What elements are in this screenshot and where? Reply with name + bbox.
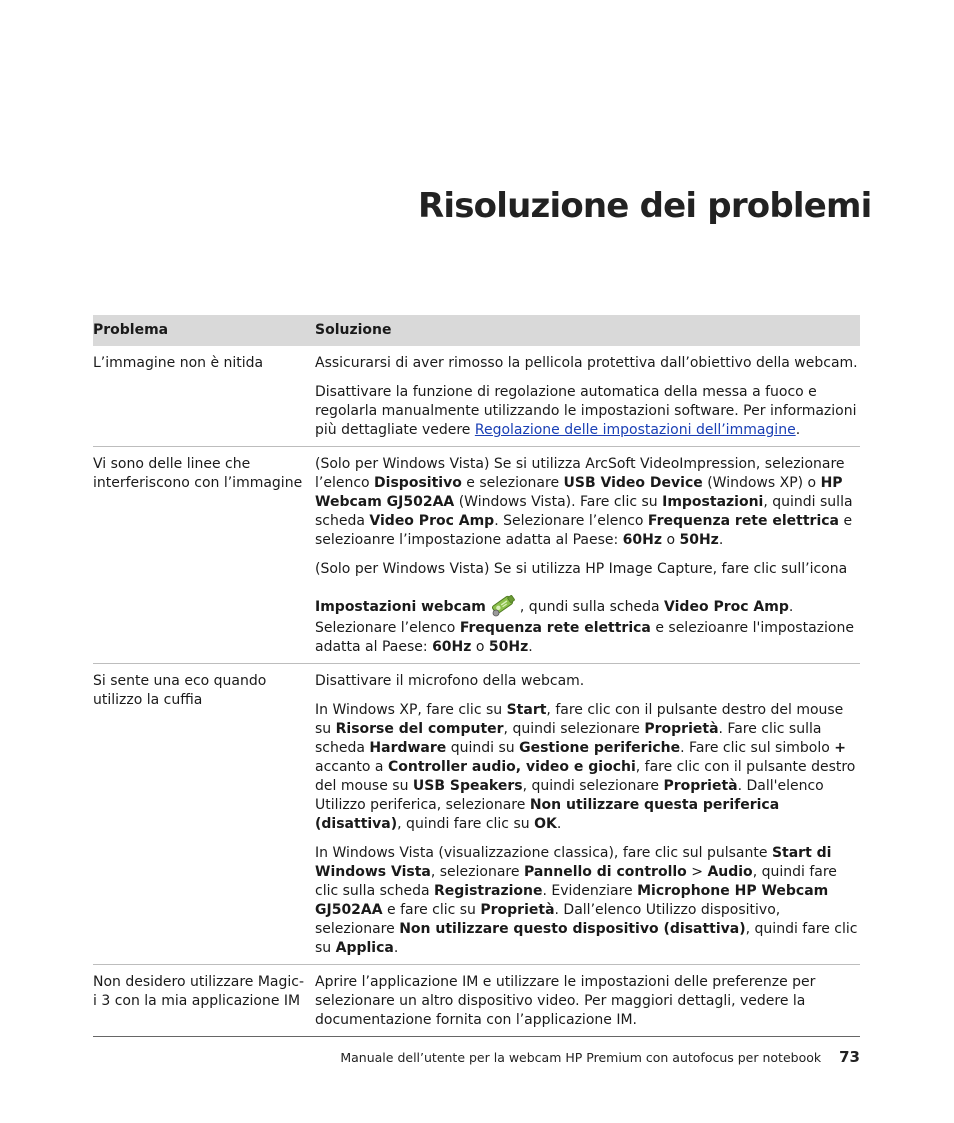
text: . — [795, 422, 801, 438]
ui-term: Frequenza rete elettrica — [647, 513, 839, 529]
text: . Dall'elenco Utilizzo periferica, selezionare — [315, 778, 824, 813]
ui-term: Registrazione — [434, 883, 543, 899]
solution-paragraph — [315, 383, 860, 440]
text: . — [528, 639, 533, 655]
ui-term: HP Webcam GJ502AA — [315, 475, 843, 510]
solution-paragraph — [315, 844, 860, 958]
text: (Solo per Windows Vista) Se si utilizza ArcSoft VideoImpression, selezionare l’elenco — [315, 456, 845, 491]
ui-term: 60Hz — [622, 532, 663, 548]
ui-term: Start di Windows Vista — [315, 845, 832, 880]
problem-cell: Si sente una eco quando utilizzo la cuffia — [93, 673, 267, 708]
ui-term: Applica — [335, 940, 394, 956]
ui-term: Non utilizzare questa periferica (disattiva) — [315, 797, 780, 832]
text: (Windows Vista). Fare clic su — [454, 494, 663, 510]
ui-term: OK — [534, 816, 557, 832]
solution-paragraph: Assicurarsi di aver rimosso la pellicola protettiva dall’obiettivo della webcam. — [315, 355, 858, 371]
footer-text: Manuale dell’utente per la webcam HP Premium con autofocus per notebook — [340, 1050, 822, 1065]
text: e selezioanre l'impostazione adatta al Paese: — [315, 620, 854, 655]
ui-term: Start — [506, 702, 547, 718]
text: o — [662, 532, 680, 548]
ui-term: Microphone HP Webcam GJ502AA — [315, 883, 829, 918]
page-footer — [340, 1048, 860, 1066]
page-title: Risoluzione dei problemi — [418, 186, 872, 226]
text: , quindi selezionare — [522, 778, 664, 794]
text: , fare clic con il pulsante destro del mouse su — [315, 702, 844, 737]
ui-term: Proprietà — [644, 721, 719, 737]
ui-term: 50Hz — [488, 639, 529, 655]
problem-cell: L’immagine non è nitida — [93, 355, 264, 371]
text: , selezionare — [430, 864, 524, 880]
solution-paragraph: Aprire l’applicazione IM e utilizzare le impostazioni delle preferenze per selezionare un altro dispositivo video. Per maggiori dettagli, vedere la documentazione fornita con l’applicazione IM. — [315, 974, 816, 1028]
text: , quindi fare clic su — [397, 816, 535, 832]
ui-term: Proprietà — [480, 902, 555, 918]
solution-cell — [315, 455, 860, 657]
solution-paragraph — [315, 589, 860, 657]
text: . Dall’elenco Utilizzo dispositivo, selezionare — [315, 902, 781, 937]
text: , quindi sulla scheda — [315, 494, 853, 529]
ui-term: + — [834, 740, 846, 756]
text: In Windows Vista (visualizzazione classica), fare clic sul pulsante — [315, 845, 772, 861]
text: . Selezionare l’elenco — [315, 599, 794, 636]
text: Disattivare la funzione di regolazione automatica della messa a fuoco e regolarla manualmente utilizzando le impostazioni software. Per informazioni più dettagliate vedere — [315, 384, 857, 438]
ui-term: Frequenza rete elettrica — [459, 620, 651, 636]
ui-term: Impostazioni — [662, 494, 764, 510]
text: . — [393, 940, 399, 956]
ui-term: Proprietà — [663, 778, 738, 794]
solution-paragraph — [315, 701, 860, 834]
ui-term: Pannello di controllo — [523, 864, 687, 880]
ui-term: Audio — [707, 864, 753, 880]
ui-term: USB Video Device — [563, 475, 703, 491]
image-settings-link[interactable]: Regolazione delle impostazioni dell’immagine — [474, 422, 796, 438]
solution-paragraph: (Solo per Windows Vista) Se si utilizza HP Image Capture, fare clic sull’icona — [315, 561, 848, 577]
problem-cell: Non desidero utilizzare Magic-i 3 con la mia applicazione IM — [93, 974, 305, 1009]
text: quindi su — [446, 740, 520, 756]
text: . — [556, 816, 562, 832]
ui-term: 50Hz — [679, 532, 719, 548]
text: , quindi fare clic su — [315, 921, 858, 956]
solution-cell — [315, 672, 860, 958]
ui-term: Dispositivo — [374, 475, 462, 491]
text: . Fare clic sulla scheda — [315, 721, 822, 756]
table-row — [93, 346, 860, 447]
ui-term: Non utilizzare questo dispositivo (disattiva) — [399, 921, 746, 937]
ui-term: Gestione periferiche — [519, 740, 681, 756]
solution-paragraph — [315, 455, 860, 550]
text: , fare clic con il pulsante destro del mouse su — [315, 759, 856, 794]
text: e selezioanre l’impostazione adatta al Paese: — [315, 513, 853, 548]
table-header — [93, 315, 860, 346]
troubleshooting-table — [93, 315, 860, 1037]
solution-cell — [315, 354, 860, 440]
webcam-settings-icon — [488, 589, 518, 619]
text: o — [471, 639, 489, 655]
ui-term: Controller audio, video e giochi — [387, 759, 636, 775]
ui-term: Risorse del computer — [335, 721, 504, 737]
ui-term: 60Hz — [432, 639, 472, 655]
ui-term: Video Proc Amp — [369, 513, 495, 529]
text: . Selezionare l’elenco — [494, 513, 648, 529]
table-row — [93, 447, 860, 664]
text: . Evidenziare — [542, 883, 638, 899]
solution-paragraph: Disattivare il microfono della webcam. — [315, 673, 585, 689]
text: . Fare clic sul simbolo — [680, 740, 835, 756]
text: e selezionare — [461, 475, 564, 491]
solution-cell — [315, 973, 860, 1030]
text: > — [686, 864, 708, 880]
page-number: 73 — [839, 1048, 860, 1066]
ui-term: Hardware — [369, 740, 447, 756]
ui-term: USB Speakers — [412, 778, 523, 794]
ui-term: Impostazioni webcam — [315, 599, 486, 615]
text: , qundi sulla scheda — [519, 599, 665, 615]
header-solution: Soluzione — [315, 322, 392, 338]
problem-cell: Vi sono delle linee che interferiscono con l’immagine — [93, 456, 303, 491]
text: (Windows XP) o — [702, 475, 821, 491]
header-problem: Problema — [93, 322, 169, 338]
text: , quindi fare clic sulla scheda — [315, 864, 837, 899]
text: , quindi selezionare — [503, 721, 645, 737]
text: accanto a — [315, 759, 388, 775]
text: In Windows XP, fare clic su — [315, 702, 507, 718]
ui-term: Video Proc Amp — [664, 599, 789, 615]
text: e fare clic su — [382, 902, 481, 918]
table-row — [93, 664, 860, 965]
text: . — [718, 532, 724, 548]
table-row — [93, 965, 860, 1037]
